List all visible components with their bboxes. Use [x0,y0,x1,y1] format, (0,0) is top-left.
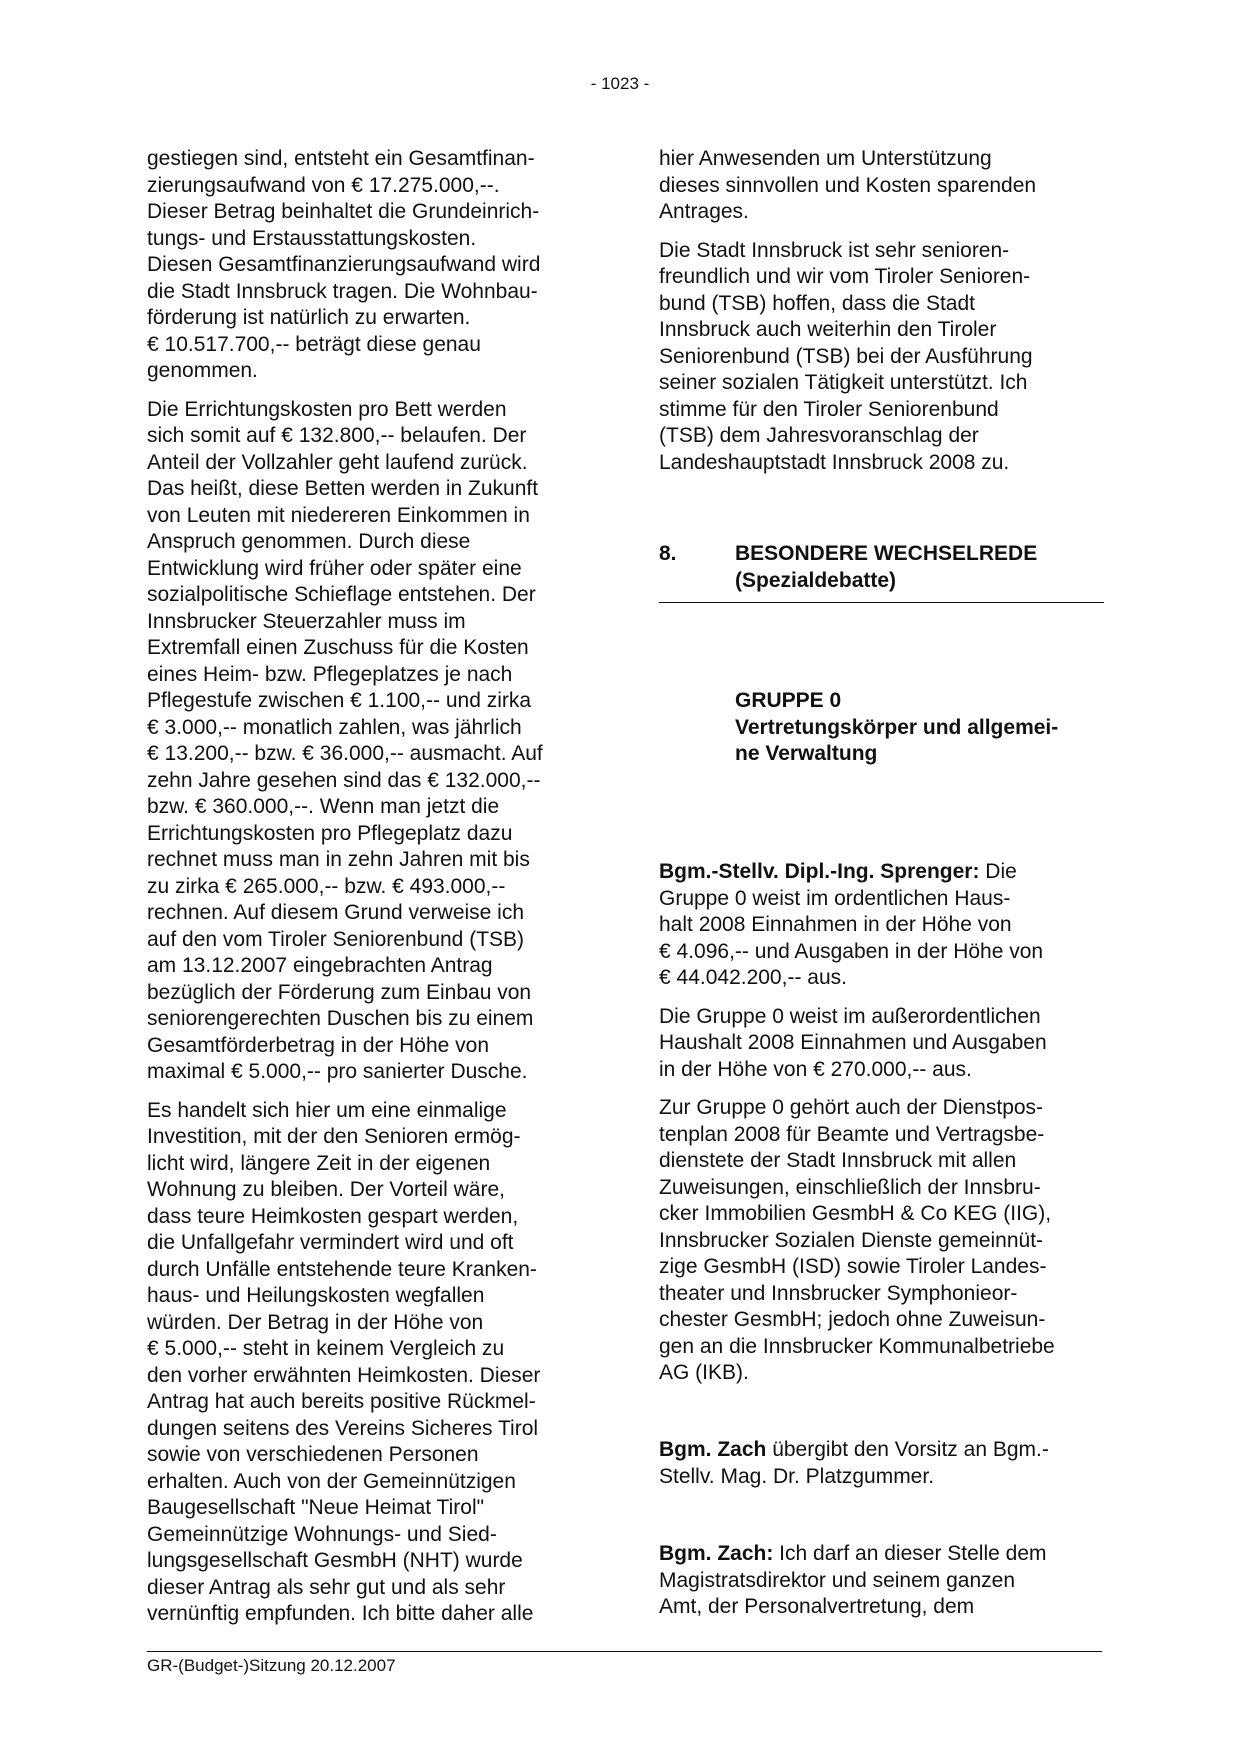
text-line: würden. Der Betrag in der Höhe von [147,1310,484,1334]
text-line: eines Heim- bzw. Pflegeplatzes je nach [147,662,513,686]
text-line: dienstete der Stadt Innsbruck mit allen [659,1149,1017,1172]
text-line: Anspruch genommen. Durch diese [147,530,471,553]
zach1-line-1-text: übergibt den Vorsitz an Bgm.- [766,1438,1049,1461]
text-line: Gesamtförderbetrag in der Höhe von [147,1033,490,1057]
text-line: Anteil der Vollzahler geht laufend zurück. [147,450,528,474]
text-line: dieses sinnvollen und Kosten sparenden [659,173,1037,197]
zach1-line-1 [659,1437,1107,1464]
text-line: die Stadt Innsbruck tragen. Die Wohnbau- [147,279,538,303]
text-line: AG (IKB). [659,1361,749,1384]
sprenger-statement [659,859,1107,1399]
text-line: gestiegen sind, entsteht ein Gesamtfinan- [147,147,535,170]
group-heading [735,688,1115,768]
text-line: sich somit auf € 132.800,-- belaufen. Der [147,424,527,447]
text-line: bund (TSB) hoffen, dass die Stadt [659,291,975,315]
text-line: freundlich und wir vom Tiroler Senioren- [659,265,1031,288]
section-number: 8. [659,542,677,565]
text-line: Die Errichtungskosten pro Bett werden [147,397,507,421]
text-line: haus- und Heilungskosten wegfallen [147,1284,485,1307]
text-line: am 13.12.2007 eingebrachten Antrag [147,954,493,977]
text-line: Errichtungskosten pro Pflegeplatz dazu [147,821,513,845]
text-line: zehn Jahre gesehen sind das € 132.000,-- [147,768,541,792]
text-line: Innsbrucker Sozialen Dienste gemeinnüt- [659,1228,1044,1252]
zach1-line-2: Stellv. Mag. Dr. Platzgummer. [659,1464,935,1488]
text-line: in der Höhe von € 270.000,-- aus. [659,1057,972,1081]
sprenger-paragraph-2 [659,1004,1107,1084]
text-line: von Leuten mit niedereren Einkommen in [147,503,530,527]
text-line: stimme für den Tiroler Seniorenbund [659,397,999,421]
text-line: theater und Innsbrucker Symphonieor- [659,1281,1018,1305]
text-line: Seniorenbund (TSB) bei der Ausführung [659,344,1033,368]
text-line: bzw. € 360.000,--. Wenn man jetzt die [147,795,500,818]
left-paragraph-1 [147,146,597,385]
text-line: € 13.200,-- bzw. € 36.000,-- ausmacht. Auf [147,742,543,765]
text-line: erhalten. Auch von der Gemeinnützigen [147,1469,516,1493]
group-heading-line-3: ne Verwaltung [735,742,878,765]
text-line: Wohnung zu bleiben. Der Vorteil wäre, [147,1178,505,1201]
section-heading [659,541,1104,603]
zach2-line-1-text: Ich darf an dieser Stelle dem [773,1542,1047,1565]
sprenger-first-line-text: Die [979,860,1017,883]
text-line: Zuweisungen, einschließlich der Innsbru- [659,1175,1041,1199]
text-line: lungsgesellschaft GesmbH (NHT) wurde [147,1549,523,1572]
section-title-line-1: BESONDERE WECHSELREDE [735,542,1038,565]
text-line: Haushalt 2008 Einnahmen und Ausgaben [659,1031,1047,1054]
left-column [147,146,597,1640]
text-line: dieser Antrag als sehr gut und als sehr [147,1575,506,1599]
right-column-top [659,146,1107,488]
text-line: € 10.517.700,-- beträgt diese genau [147,332,481,356]
footer-rule [147,1651,1102,1652]
section-title-line-2: (Spezialdebatte) [735,568,897,592]
text-line: Zur Gruppe 0 gehört auch der Dienstpos- [659,1096,1044,1119]
text-line: maximal € 5.000,-- pro sanierter Dusche. [147,1060,528,1083]
text-line: förderung ist natürlich zu erwarten. [147,306,471,329]
sprenger-first-line [659,859,1107,886]
text-line: Dieser Betrag beinhaltet die Grundeinrich- [147,200,540,223]
zach-statement-2 [659,1541,1107,1621]
text-line: Innsbrucker Steuerzahler muss im [147,609,466,633]
text-line: Antrag hat auch bereits positive Rückmel- [147,1390,536,1413]
right-paragraph-1 [659,146,1107,226]
right-paragraph-2 [659,238,1107,477]
zach2-line-2: Magistratsdirektor und seinem ganzen [659,1568,1016,1592]
text-line: Baugesellschaft "Neue Heimat Tirol" [147,1496,485,1519]
text-line: dass teure Heimkosten gespart werden, [147,1204,519,1228]
text-line: sowie von verschiedenen Personen [147,1443,479,1466]
text-line: die Unfallgefahr vermindert wird und oft [147,1231,514,1254]
text-line: zierungsaufwand von € 17.275.000,--. [147,173,500,197]
speaker-name: Bgm. Zach [659,1438,767,1461]
text-line: Landeshauptstadt Innsbruck 2008 zu. [659,450,1010,474]
text-line: vernünftig empfunden. Ich bitte daher alle [147,1602,534,1625]
text-line: seiner sozialen Tätigkeit unterstützt. Ich [659,371,1028,394]
text-line: licht wird, längere Zeit in der eigenen [147,1151,491,1175]
text-line: gen an die Innsbrucker Kommunalbetriebe [659,1334,1055,1358]
text-line: zu zirka € 265.000,-- bzw. € 493.000,-- [147,874,506,898]
text-line: halt 2008 Einnahmen in der Höhe von [659,913,1012,936]
text-line: (TSB) dem Jahresvoranschlag der [659,424,979,447]
footer-text: GR-(Budget-)Sitzung 20.12.2007 [147,1656,396,1675]
left-paragraph-2 [147,397,597,1086]
text-line: Gemeinnützige Wohnungs- und Sied- [147,1522,497,1546]
text-line: sozialpolitische Schieflage entstehen. Der [147,583,536,606]
text-line: Es handelt sich hier um eine einmalige [147,1098,507,1122]
text-line: hier Anwesenden um Unterstützung [659,147,992,170]
text-line: cker Immobilien GesmbH & Co KEG (IIG), [659,1202,1052,1225]
speaker-name: Bgm. Zach: [659,1542,774,1565]
text-line: zige GesmbH (ISD) sowie Tiroler Landes- [659,1255,1047,1278]
text-line: Das heißt, diese Betten werden in Zukunft [147,477,539,500]
text-line: dungen seitens des Vereins Sicheres Tirol [147,1416,539,1440]
text-line: rechnet muss man in zehn Jahren mit bis [147,848,530,871]
sprenger-paragraph-3 [659,1095,1107,1387]
page-number: - 1023 - [590,74,650,93]
text-line: Gruppe 0 weist im ordentlichen Haus- [659,886,1011,910]
text-line: Entwicklung wird früher oder später eine [147,556,522,580]
text-line: Die Gruppe 0 weist im außerordentlichen [659,1004,1041,1028]
group-heading-line-1: GRUPPE 0 [735,689,842,712]
text-line: chester GesmbH; jedoch ohne Zuweisun- [659,1308,1046,1331]
text-line: durch Unfälle entstehende teure Kranken- [147,1257,537,1281]
group-heading-line-2: Vertretungskörper und allgemei- [735,715,1059,739]
sprenger-paragraph-1 [659,859,1107,992]
text-line: bezüglich der Förderung zum Einbau von [147,980,532,1004]
text-line: € 5.000,-- steht in keinem Vergleich zu [147,1337,505,1360]
text-line: den vorher erwähnten Heimkosten. Dieser [147,1363,541,1387]
text-line: auf den vom Tiroler Seniorenbund (TSB) [147,927,525,951]
text-line: € 44.042.200,-- aus. [659,966,847,989]
text-line: € 4.096,-- und Ausgaben in der Höhe von [659,939,1044,963]
zach-statement-1 [659,1437,1107,1490]
zach2-line-1 [659,1541,1107,1568]
text-line: Extremfall einen Zuschuss für die Kosten [147,636,529,659]
sprenger-paragraph-1-rest [659,886,1107,992]
text-line: Investition, mit der den Senioren ermög- [147,1125,521,1148]
text-line: Pflegestufe zwischen € 1.100,-- und zirka [147,689,532,712]
text-line: genommen. [147,359,258,382]
text-line: tenplan 2008 für Beamte und Vertragsbe- [659,1122,1045,1146]
speaker-name: Bgm.-Stellv. Dipl.-Ing. Sprenger: [659,860,980,883]
left-paragraph-3 [147,1098,597,1628]
text-line: rechnen. Auf diesem Grund verweise ich [147,901,525,924]
zach2-line-3: Amt, der Personalvertretung, dem [659,1595,975,1618]
text-line: seniorengerechten Duschen bis zu einem [147,1007,534,1030]
text-line: Innsbruck auch weiterhin den Tiroler [659,318,997,341]
text-line: tungs- und Erstausstattungskosten. [147,226,477,250]
text-line: Antrages. [659,200,749,223]
text-line: € 3.000,-- monatlich zahlen, was jährlich [147,715,522,739]
text-line: Diesen Gesamtfinanzierungsaufwand wird [147,253,541,276]
text-line: Die Stadt Innsbruck ist sehr senioren- [659,238,1010,262]
